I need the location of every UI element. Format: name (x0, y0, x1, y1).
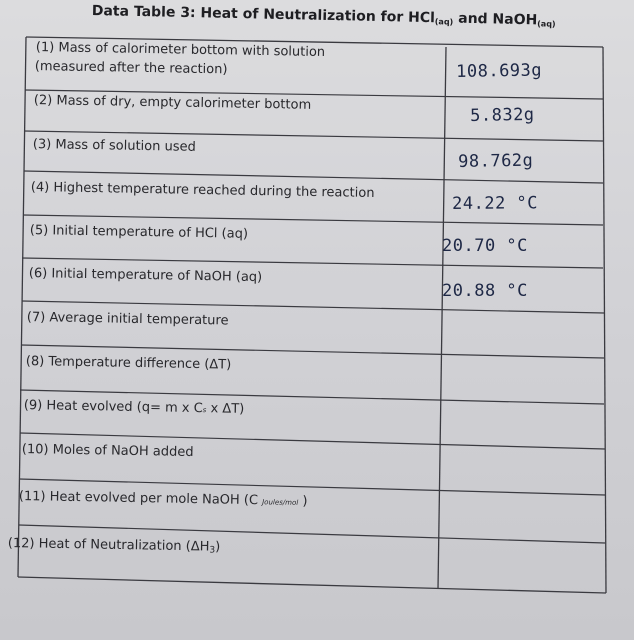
title-and: and NaOH (453, 10, 538, 29)
row-7-label: (7) Average initial temperature (26, 310, 229, 329)
row-4-value: 24.22 °C (452, 193, 539, 214)
row-9-label-subscript: s (202, 406, 207, 415)
table-right-border (603, 47, 606, 593)
row-1-label-line1: (1) Mass of calorimeter bottom with solution (35, 40, 326, 61)
row-12-label-main: (12) Heat of Neutralization (ΔH (7, 536, 210, 555)
row-9-label-main: (9) Heat evolved (q= m x C (23, 398, 203, 417)
row-5-label: (5) Initial temperature of HCl (aq) (29, 223, 249, 242)
row-11-label-end: ) (298, 493, 308, 510)
row-10-label: (10) Moles of NaOH added (21, 442, 194, 460)
title-subscript-1: (aq) (434, 17, 454, 27)
row-2-value: 5.832g (470, 104, 535, 126)
row-9-label-end: x ΔT) (206, 401, 245, 417)
table-column-divider (438, 47, 446, 589)
row-12-label-subscript: 3 (209, 545, 216, 556)
row-3-label: (3) Mass of solution used (32, 137, 196, 155)
row-5-value: 20.70 °C (442, 236, 528, 256)
row-4-label: (4) Highest temperature reached during the reaction (30, 180, 375, 201)
row-6-value: 20.88 °C (442, 281, 528, 301)
row-8-label: (8) Temperature difference (ΔT) (25, 354, 232, 373)
row-2-label: (2) Mass of dry, empty calorimeter bottom (33, 93, 312, 113)
row-3-value: 98.762g (458, 150, 534, 172)
title-main: Data Table 3: Heat of Neutralization for HCl (91, 3, 436, 27)
row-1-value: 108.693g (456, 60, 543, 82)
row-6-label: (6) Initial temperature of NaOH (aq) (28, 266, 263, 286)
row-11-label-main: (11) Heat evolved per mole NaOH (C (18, 489, 263, 509)
title-subscript-2: (aq) (537, 19, 556, 29)
row-line-12 (18, 577, 606, 593)
row-12-label-end: ) (215, 539, 221, 555)
row-11-label-subscript: Joules/mol (262, 498, 299, 507)
row-1-label-line2: (measured after the reaction) (34, 59, 228, 78)
